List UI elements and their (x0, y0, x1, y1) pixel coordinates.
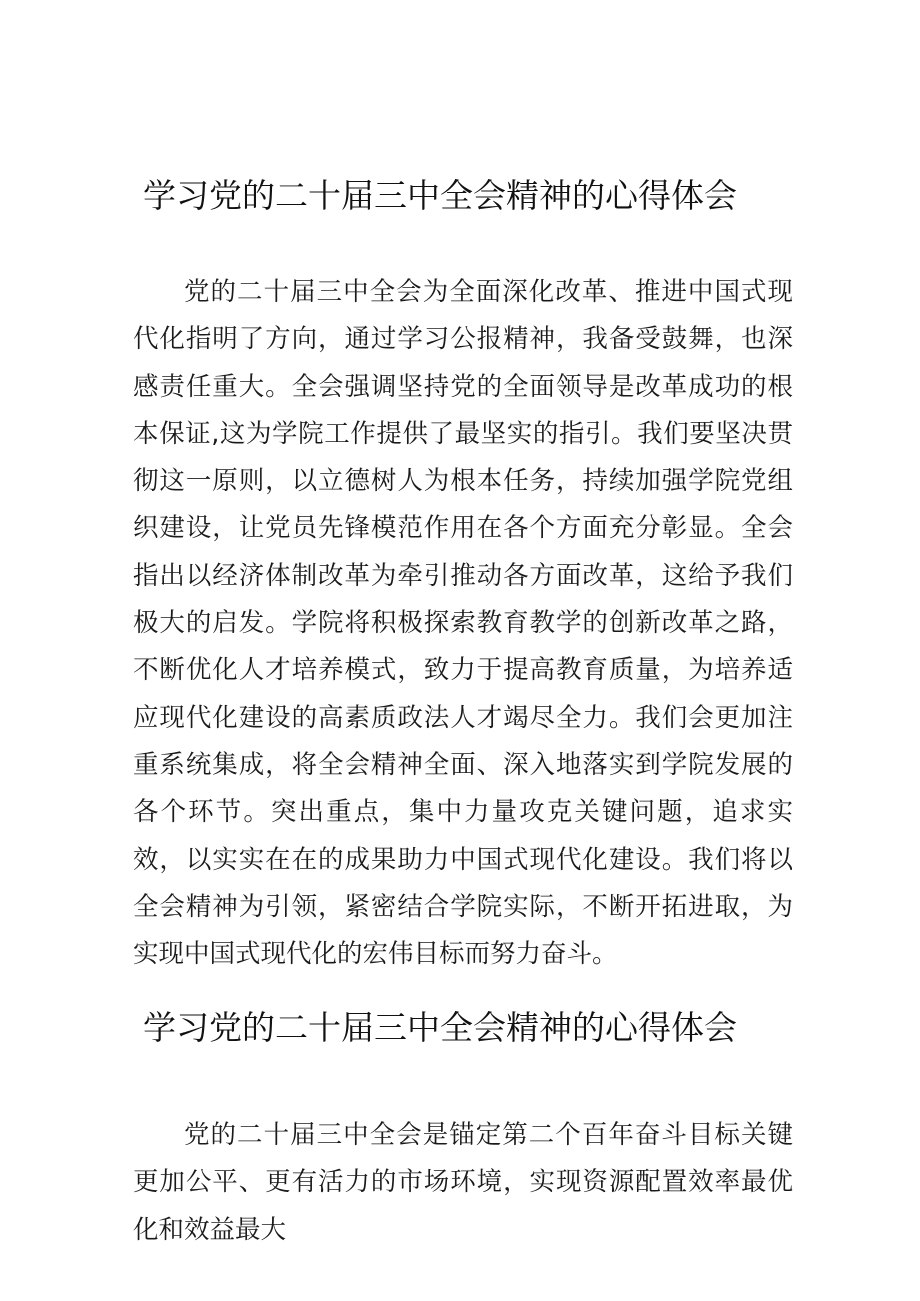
section-title: 学习党的二十届三中全会精神的心得体会 (143, 176, 737, 215)
section-title: 学习党的二十届三中全会精神的心得体会 (143, 1008, 737, 1047)
section-paragraph: 党的二十届三中全会为全面深化改革、推进中国式现代化指明了方向，通过学习公报精神，我备受鼓舞，也深感责任重大。全会强调坚持党的全面领导是改革成功的根本保证,这为学院工作提供了最坚实的指引。我们要坚决贯彻这一原则，以立德树人为根本任务，持续加强学院党组织建设，让党员先锋模范作用在各个方面充分彰显。全会指出以经济体制改革为牵引推动各方面改革，这给予我们极大的启发。学院将积极探索教育教学的创新改革之路，不断优化人才培养模式，致力于提高教育质量，为培养适应现代化建设的高素质政法人才竭尽全力。我们会更加注重系统集成，将全会精神全面、深入地落实到学院发展的各个环节。突出重点，集中力量攻克关键问题，追求实效，以实实在在的成果助力中国式现代化建设。我们将以全会精神为引领，紧密结合学院实际，不断开拓进取，为实现中国式现代化的宏伟目标而努力奋斗。 (133, 277, 793, 970)
section-paragraph: 党的二十届三中全会是锚定第二个百年奋斗目标关键更加公平、更有活力的市场环境，实现资源配置效率最优化和效益最大 (133, 1120, 793, 1245)
